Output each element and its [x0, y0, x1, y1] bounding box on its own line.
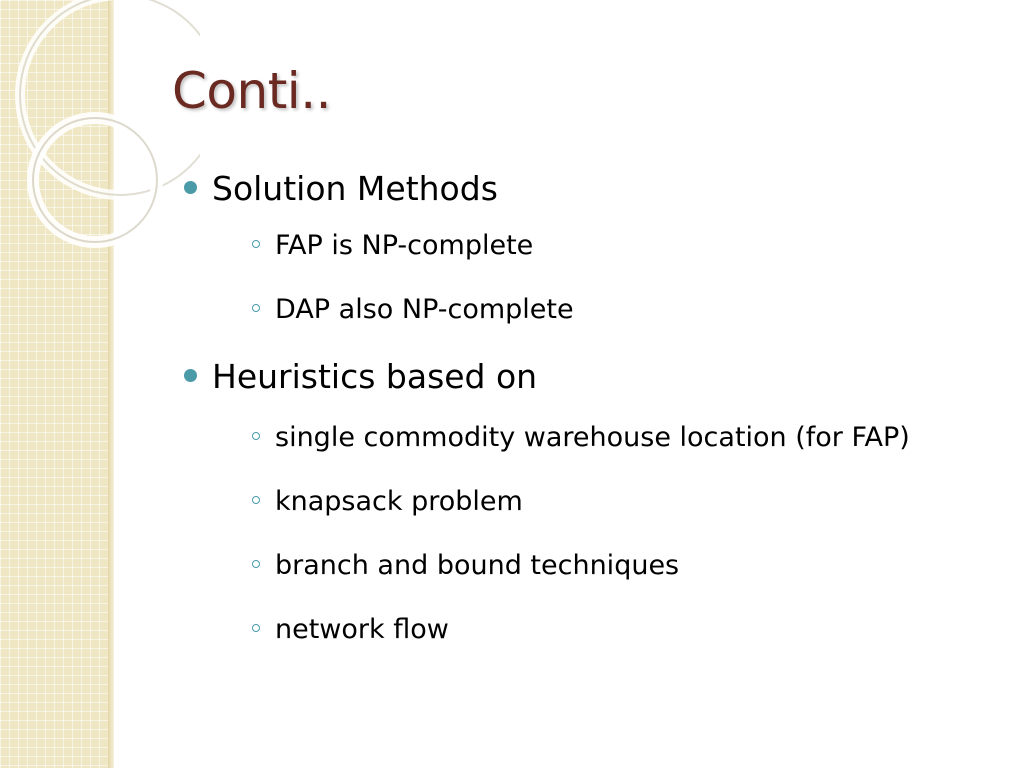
slide-title: Conti..	[172, 62, 331, 120]
sub-bullet-item	[212, 290, 1000, 330]
sub-bullet-item	[212, 610, 1000, 650]
hollow-circle-bullet-icon	[252, 240, 260, 248]
hollow-circle-bullet-icon	[252, 304, 260, 312]
hollow-circle-bullet-icon	[252, 624, 260, 632]
bullet-solution-methods	[180, 166, 1000, 330]
bullet-text: Solution Methods	[212, 169, 498, 208]
bullet-text: Heuristics based on	[212, 357, 538, 396]
sub-bullet-item	[212, 226, 1000, 266]
sub-bullet-text: FAP is NP-complete	[275, 230, 534, 261]
filled-circle-bullet-icon	[184, 369, 197, 382]
hollow-circle-bullet-icon	[252, 496, 260, 504]
sub-bullet-item	[212, 418, 1000, 458]
small-ring-outline	[33, 118, 157, 242]
sub-bullet-text: branch and bound techniques	[275, 550, 680, 581]
bullet-list	[180, 166, 1000, 674]
sub-bullet-text: DAP also NP-complete	[275, 294, 574, 325]
sub-bullet-item	[212, 482, 1000, 522]
sub-bullet-list	[212, 226, 1000, 330]
bullet-heuristics	[180, 354, 1000, 650]
sub-bullet-text: single commodity warehouse location (for FAP)	[275, 422, 910, 453]
sub-bullet-list	[212, 418, 1000, 650]
sub-bullet-text: network flow	[275, 614, 449, 645]
hollow-circle-bullet-icon	[252, 560, 260, 568]
sub-bullet-text: knapsack problem	[275, 486, 523, 517]
hollow-circle-bullet-icon	[252, 432, 260, 440]
filled-circle-bullet-icon	[184, 181, 197, 194]
decorative-circles	[0, 0, 200, 260]
sub-bullet-item	[212, 546, 1000, 586]
